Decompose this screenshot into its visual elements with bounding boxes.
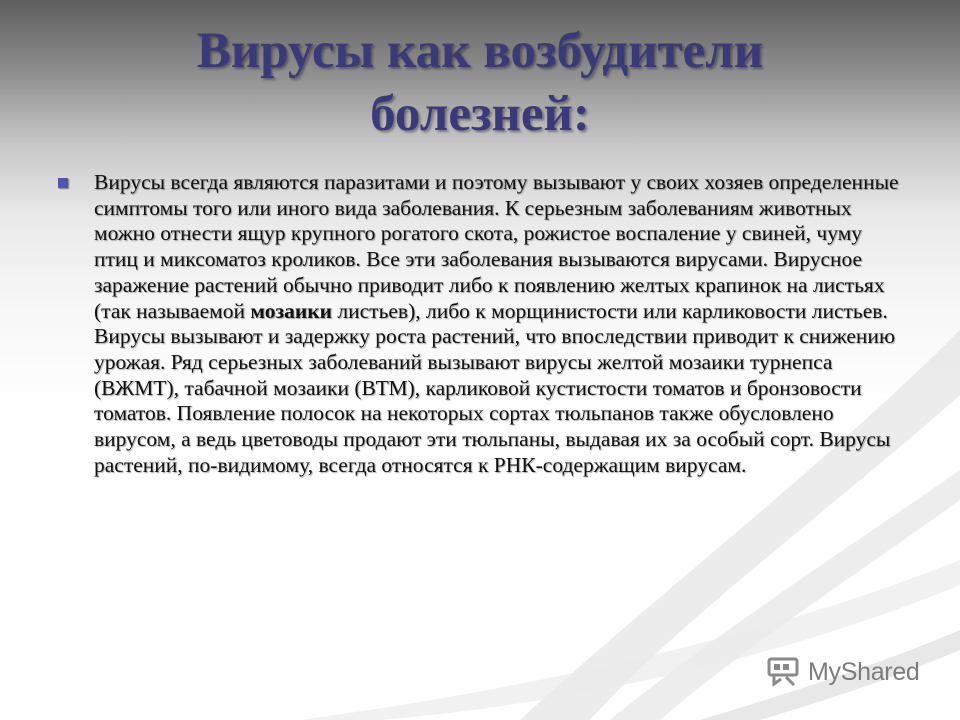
bullet-text xyxy=(94,170,906,478)
bullet-item xyxy=(58,170,908,478)
title-line-1: Вирусы как возбудители xyxy=(196,23,764,79)
myshared-logo-icon xyxy=(766,655,802,689)
bullet-text-before: Вирусы всегда являются паразитами и поэтому вызывают у своих хозяев определенные симптомы того или иного вида заболевания. К серьезным заболеваниям животных можно отнести ящур крупного рогатого скота, рожистое воспаление у свиней, чуму птиц и миксоматоз кроликов. Все эти заболевания вызываются вирусами. Вирусное заражение растений обычно приводит либо к появлению желтых крапинок на листьях (так называемой xyxy=(94,170,899,323)
square-bullet-icon xyxy=(58,178,68,188)
watermark-text: MyShared xyxy=(808,657,920,686)
bullet-text-after: листьев), либо к морщинистости или карликовости листьев. Вирусы вызывают и задержку роста растений, что впоследствии приводит к снижению урожая. Ряд серьезных заболеваний вызывают вирусы желтой мозаики турнепса (ВЖМТ), табачной мозаики (ВТМ), карликовой кустистости томатов и бронзовости томатов. Появление полосок на некоторых сортах тюльпанов также обусловлено вирусом, а ведь цветоводы продают эти тюльпаны, выдавая их за особый сорт. Вирусы растений, по-видимому, всегда относятся к РНК-содержащим вирусам. xyxy=(94,298,896,477)
title-line-2: болезней: xyxy=(370,86,590,142)
slide-title xyxy=(90,20,870,146)
bullet-bold-word: мозаики xyxy=(250,298,333,323)
myshared-watermark xyxy=(766,655,920,689)
slide-content xyxy=(58,170,908,478)
